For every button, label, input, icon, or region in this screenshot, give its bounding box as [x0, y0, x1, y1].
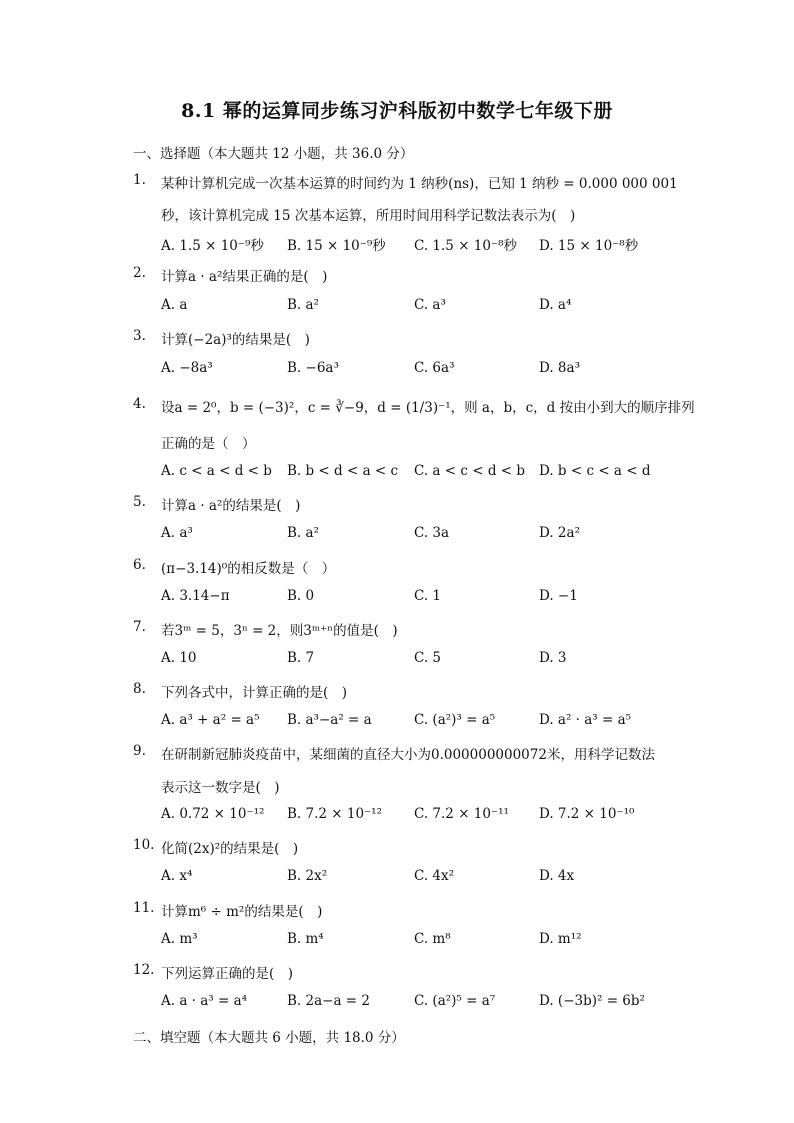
option-d[interactable]: D. 4x — [539, 868, 575, 884]
question-text: (π−3.14)⁰的相反数是（ ） — [161, 561, 336, 577]
page-title: 8.1 幂的运算同步练习沪科版初中数学七年级下册 — [181, 100, 613, 122]
options-row — [161, 650, 681, 670]
options-row — [161, 712, 681, 732]
option-c[interactable]: C. 6a³ — [414, 360, 455, 376]
option-b[interactable]: B. 2x² — [287, 868, 328, 884]
option-a[interactable]: A. 3.14−π — [161, 588, 230, 604]
option-a[interactable]: A. x⁴ — [161, 868, 193, 884]
question-text: 若3ᵐ = 5，3ⁿ = 2，则3ᵐ⁺ⁿ的值是( ) — [161, 623, 398, 639]
options-row — [161, 588, 681, 608]
option-c[interactable]: C. 5 — [414, 650, 442, 666]
question-text: 计算m⁶ ÷ m²的结果是( ) — [161, 904, 323, 920]
option-d[interactable]: D. a² · a³ = a⁵ — [539, 712, 632, 728]
option-d[interactable]: D. 7.2 × 10⁻¹⁰ — [539, 806, 635, 822]
option-a[interactable]: A. 1.5 × 10⁻⁹秒 — [161, 238, 264, 254]
option-c[interactable]: C. 4x² — [414, 868, 455, 884]
option-c[interactable]: C. 7.2 × 10⁻¹¹ — [414, 806, 509, 822]
question-number: 2. — [133, 265, 146, 281]
section-heading-choice: 一、选择题（本大题共 12 小题，共 36.0 分） — [133, 146, 414, 162]
question-number: 4. — [133, 396, 146, 412]
option-a[interactable]: A. 10 — [161, 650, 197, 666]
option-a[interactable]: A. m³ — [161, 931, 198, 947]
question-number: 7. — [133, 619, 146, 635]
options-row — [161, 360, 681, 380]
option-a[interactable]: A. a³ + a² = a⁵ — [161, 712, 260, 728]
question-number: 3. — [133, 328, 146, 344]
option-a[interactable]: A. a · a³ = a⁴ — [161, 993, 248, 1009]
option-b[interactable]: B. b < d < a < c — [287, 463, 399, 479]
option-d[interactable]: D. 2a² — [539, 525, 580, 541]
option-a[interactable]: A. a³ — [161, 525, 193, 541]
option-c[interactable]: C. 1.5 × 10⁻⁸秒 — [414, 238, 518, 254]
question-text: 下列各式中，计算正确的是( ) — [161, 685, 348, 701]
options-row — [161, 993, 681, 1013]
question-text: 某种计算机完成一次基本运算的时间约为 1 纳秒(ns)，已知 1 纳秒 = 0.000 000 001 — [161, 176, 678, 192]
option-c[interactable]: C. a < c < d < b — [414, 463, 526, 479]
question-text: 化简(2x)²的结果是( ) — [161, 841, 299, 857]
option-b[interactable]: B. 15 × 10⁻⁹秒 — [287, 238, 386, 254]
option-b[interactable]: B. a³−a² = a — [287, 712, 372, 728]
options-row — [161, 525, 681, 545]
question-text: 计算(−2a)³的结果是( ) — [161, 332, 310, 348]
question-number: 8. — [133, 681, 146, 697]
option-c[interactable]: C. 3a — [414, 525, 450, 541]
option-b[interactable]: B. 0 — [287, 588, 315, 604]
question-number: 10. — [133, 837, 155, 853]
option-d[interactable]: D. a⁴ — [539, 297, 572, 313]
option-b[interactable]: B. 2a−a = 2 — [287, 993, 370, 1009]
option-d[interactable]: D. 3 — [539, 650, 567, 666]
option-d[interactable]: D. 15 × 10⁻⁸秒 — [539, 238, 639, 254]
question-text: 在研制新冠肺炎疫苗中，某细菌的直径大小为0.000000000072米，用科学记数法 — [161, 747, 655, 763]
option-d[interactable]: D. −1 — [539, 588, 578, 604]
option-c[interactable]: C. 1 — [414, 588, 442, 604]
option-a[interactable]: A. a — [161, 297, 188, 313]
options-row — [161, 234, 681, 254]
question-number: 12. — [133, 962, 155, 978]
option-c[interactable]: C. (a²)⁵ = a⁷ — [414, 993, 496, 1009]
option-d[interactable]: D. (−3b)² = 6b² — [539, 993, 645, 1009]
option-b[interactable]: B. a² — [287, 525, 319, 541]
question-text: 计算a · a²的结果是( ) — [161, 498, 301, 514]
question-text: 下列运算正确的是( ) — [161, 966, 294, 982]
question-number: 5. — [133, 494, 146, 510]
question-number: 1. — [133, 172, 146, 188]
option-c[interactable]: C. (a²)³ = a⁵ — [414, 712, 496, 728]
question-text-line2: 表示这一数字是( ) — [161, 780, 280, 796]
option-b[interactable]: B. 7 — [287, 650, 315, 666]
question-number: 6. — [133, 557, 146, 573]
options-row — [161, 806, 681, 826]
options-row — [161, 463, 681, 483]
options-row — [161, 868, 681, 888]
option-b[interactable]: B. m⁴ — [287, 931, 324, 947]
question-text-line2: 正确的是（ ） — [161, 436, 256, 452]
question-number: 9. — [133, 743, 146, 759]
option-c[interactable]: C. m⁸ — [414, 931, 451, 947]
option-b[interactable]: B. −6a³ — [287, 360, 339, 376]
question-text-line2: 秒，该计算机完成 15 次基本运算，所用时间用科学记数法表示为( ) — [161, 208, 576, 224]
option-d[interactable]: D. b < c < a < d — [539, 463, 651, 479]
section-heading-fill: 二、填空题（本大题共 6 小题，共 18.0 分） — [133, 1030, 405, 1046]
option-a[interactable]: A. 0.72 × 10⁻¹² — [161, 806, 265, 822]
option-b[interactable]: B. a² — [287, 297, 319, 313]
options-row — [161, 297, 681, 317]
question-text: 设a = 2⁰，b = (−3)²，c = ∛−9，d = (1/3)⁻¹，则 a，b，c，d 按由小到大的顺序排列 — [161, 400, 695, 416]
question-text: 计算a · a²结果正确的是( ) — [161, 269, 328, 285]
option-d[interactable]: D. 8a³ — [539, 360, 580, 376]
option-d[interactable]: D. m¹² — [539, 931, 582, 947]
options-row — [161, 931, 681, 951]
option-a[interactable]: A. −8a³ — [161, 360, 213, 376]
option-a[interactable]: A. c < a < d < b — [161, 463, 272, 479]
question-number: 11. — [133, 900, 155, 916]
option-c[interactable]: C. a³ — [414, 297, 446, 313]
option-b[interactable]: B. 7.2 × 10⁻¹² — [287, 806, 382, 822]
